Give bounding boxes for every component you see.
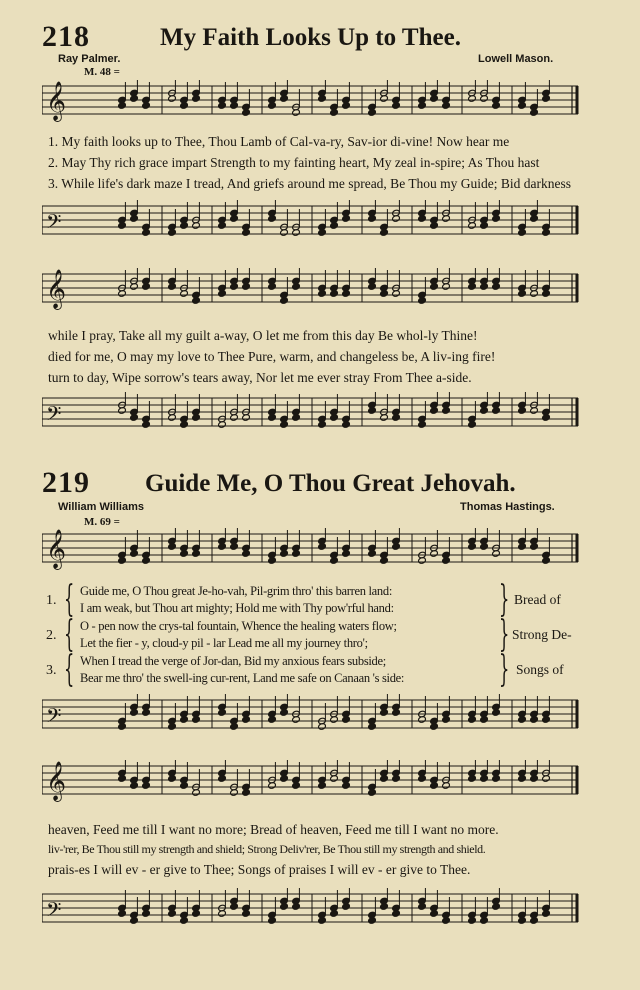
- lyric-line: 2. May Thy rich grace impart Strength to my fainting heart, My zeal in-spire; As Thou hast: [48, 155, 540, 170]
- brace-left: {: [64, 579, 75, 620]
- staff-218-2-bass: [42, 392, 582, 442]
- brace-right: }: [499, 614, 510, 655]
- treble-clef-icon: 𝄞: [46, 761, 67, 801]
- lyric-line: I am weak, but Thou art mighty; Hold me with Thy pow'rful hand:: [80, 601, 394, 615]
- tempo-marking: M. 48 =: [84, 66, 120, 78]
- lyric-line: turn to day, Wipe sorrow's tears away, Nor let me ever stray From Thee a-side.: [48, 370, 472, 385]
- music-staff-svg: [42, 392, 582, 442]
- lyric-line: while I pray, Take all my guilt a-way, O let me from this day Be whol-ly Thine!: [48, 328, 478, 343]
- bass-clef-icon: 𝄢: [46, 898, 62, 926]
- hymn-title: Guide Me, O Thou Great Jehovah.: [145, 470, 516, 497]
- music-staff-svg: [42, 528, 582, 578]
- lyric-line: O - pen now the crys-tal fountain, Whence the healing waters flow;: [80, 619, 397, 633]
- tempo-marking: M. 69 =: [84, 516, 120, 528]
- hymn-number: 218: [42, 20, 90, 53]
- composer-credit: Lowell Mason.: [478, 53, 554, 65]
- staff-218-1-treble: [42, 80, 582, 130]
- staff-219-1-treble: [42, 528, 582, 578]
- brace-left: {: [64, 649, 75, 690]
- brace-left: {: [64, 614, 75, 655]
- stanza-tail: Strong De-: [512, 627, 572, 642]
- lyric-line: When I tread the verge of Jor-dan, Bid my anxious fears subside;: [80, 654, 386, 668]
- stanza-tail: Songs of: [516, 662, 564, 677]
- music-staff-svg: [42, 80, 582, 130]
- stanza-tail: Bread of: [514, 592, 561, 607]
- lyric-line: heaven, Feed me till I want no more; Bread of heaven, Feed me till I want no more.: [48, 822, 499, 837]
- stanza-number: 2.: [46, 628, 57, 643]
- lyric-line: liv-'rer, Be Thou still my strength and shield; Strong Deliv'rer, Be Thou still my strength and shield.: [48, 842, 486, 856]
- brace-right: }: [499, 649, 510, 690]
- lyric-line: died for me, O may my love to Thee Pure, warm, and changeless be, A liv-ing fire!: [48, 349, 496, 364]
- lyric-line: prais-es I will ev - er give to Thee; Songs of praises I will ev - er give to Thee.: [48, 862, 471, 877]
- stanza-number: 1.: [46, 593, 57, 608]
- author-credit: William Williams: [58, 501, 144, 513]
- staff-219-1-bass: [42, 694, 582, 744]
- music-staff-svg: [42, 760, 582, 810]
- hymn-number: 219: [42, 466, 90, 499]
- bass-clef-icon: 𝄢: [46, 704, 62, 732]
- author-credit: Ray Palmer.: [58, 53, 121, 65]
- hymn-title: My Faith Looks Up to Thee.: [160, 24, 461, 51]
- treble-clef-icon: 𝄞: [46, 81, 67, 121]
- treble-clef-icon: 𝄞: [46, 529, 67, 569]
- bass-clef-icon: 𝄢: [46, 402, 62, 430]
- music-staff-svg: [42, 694, 582, 744]
- hymn-219-header: [0, 466, 640, 506]
- music-staff-svg: [42, 268, 582, 318]
- staff-219-2-treble: [42, 760, 582, 810]
- lyric-line: Bear me thro' the swell-ing cur-rent, Land me safe on Canaan 's side:: [80, 671, 405, 685]
- brace-right: }: [499, 579, 510, 620]
- staff-218-1-bass: [42, 200, 582, 250]
- staff-218-2-treble: [42, 268, 582, 318]
- staff-219-2-bass: [42, 888, 582, 938]
- music-staff-svg: [42, 200, 582, 250]
- lyric-line: Guide me, O Thou great Je-ho-vah, Pil-grim thro' this barren land:: [80, 584, 393, 598]
- music-staff-svg: [42, 888, 582, 938]
- lyric-line: Let the fier - y, cloud-y pil - lar Lead me all my journey thro';: [80, 636, 368, 650]
- lyric-line: 1. My faith looks up to Thee, Thou Lamb of Cal-va-ry, Sav-ior di-vine! Now hear me: [48, 134, 510, 149]
- stanza-number: 3.: [46, 663, 57, 678]
- composer-credit: Thomas Hastings.: [460, 501, 555, 513]
- lyric-line: 3. While life's dark maze I tread, And griefs around me spread, Be Thou my Guide; Bid darkness: [48, 176, 572, 191]
- treble-clef-icon: 𝄞: [46, 269, 67, 309]
- bass-clef-icon: 𝄢: [46, 210, 62, 238]
